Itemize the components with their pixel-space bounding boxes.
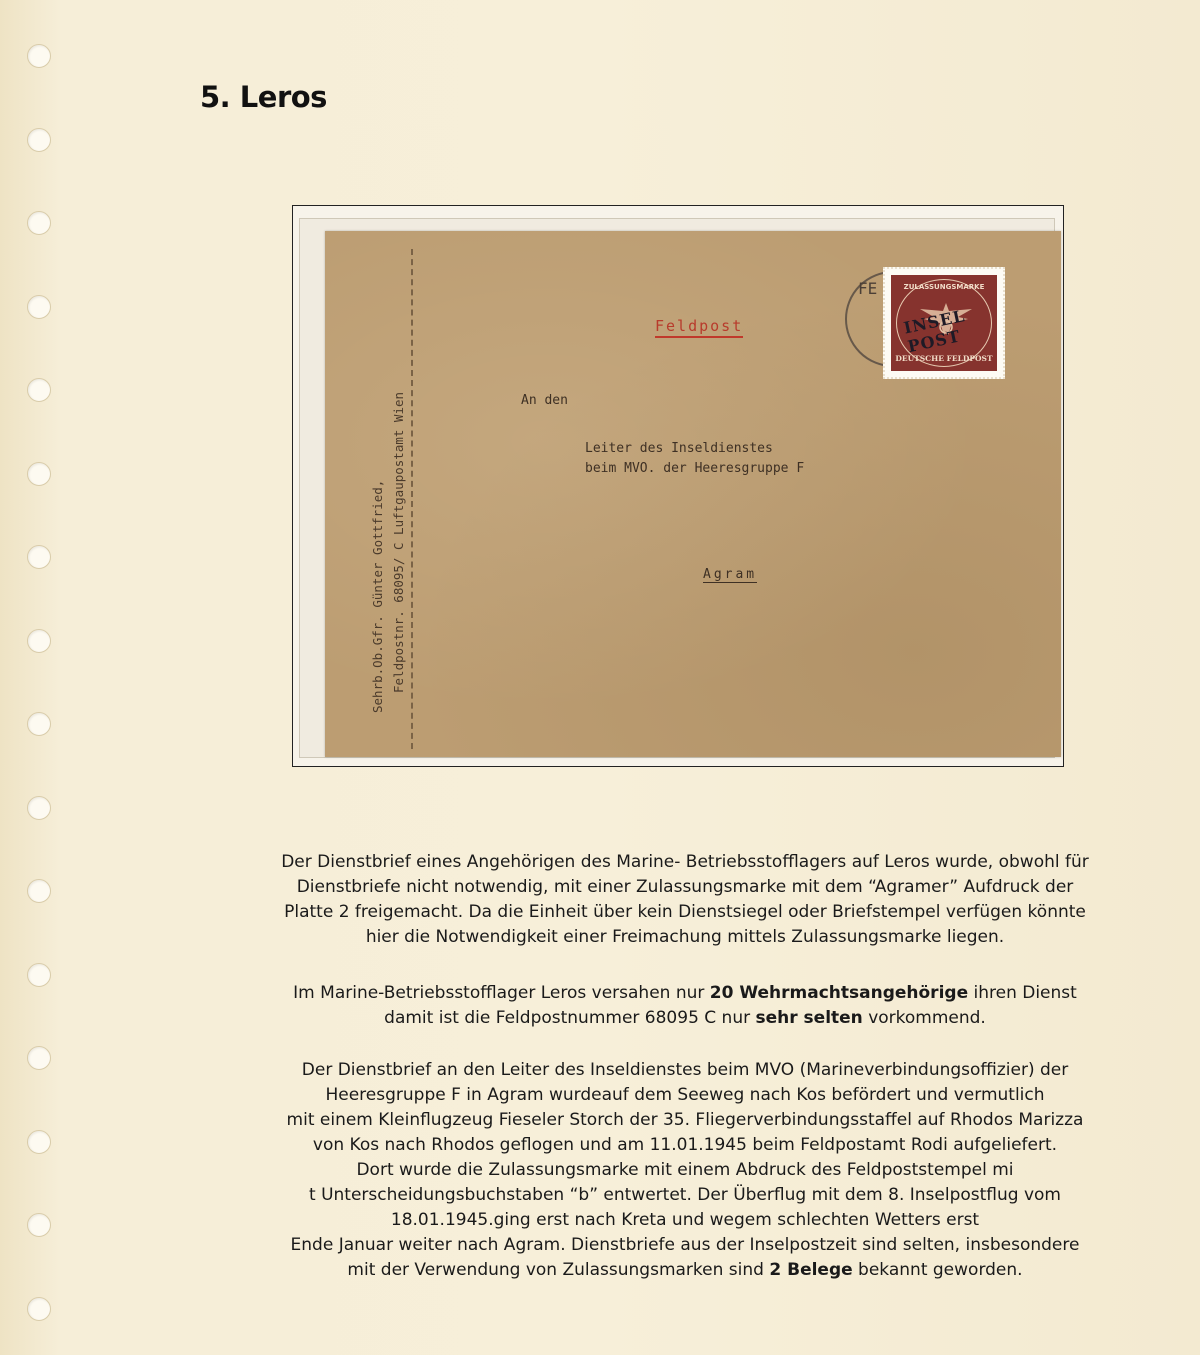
text-line: mit einem Kleinflugzeug Fieseler Storch der 35. Fliegerverbindungsstaffel auf Rhodos Marizza [286, 1110, 1084, 1130]
text-line [205, 981, 1165, 1006]
text-line: Der Dienstbrief eines Angehörigen des Marine- Betriebsstofflagers auf Leros wurde, obwohl für [281, 852, 1089, 872]
binder-hole [27, 378, 51, 402]
description-block [205, 1058, 1165, 1283]
address-prefix: An den [521, 393, 568, 408]
stamp-bottom-text: DEUTSCHE FELDPOST [895, 354, 993, 363]
envelope [325, 231, 1061, 757]
emphasis-text: sehr selten [755, 1008, 863, 1028]
postmark-text: FE [858, 279, 878, 298]
binder-hole [27, 629, 51, 653]
description-block [205, 850, 1165, 950]
text-line [205, 1258, 1165, 1283]
text-span: ihren Dienst [968, 983, 1077, 1003]
text-line: hier die Notwendigkeit einer Freimachung mittels Zulassungsmarke liegen. [365, 927, 1005, 947]
text-line: Ende Januar weiter nach Agram. Dienstbriefe aus der Inselpostzeit sind selten, insbesondere [290, 1235, 1080, 1255]
stamp-overprint: INSEL POST [902, 306, 967, 357]
text-span: bekannt geworden. [852, 1260, 1023, 1280]
description-block [205, 981, 1165, 1031]
text-span: Im Marine-Betriebsstofflager Leros versahen nur [293, 983, 710, 1003]
sender-address [367, 253, 409, 713]
sender-line: Sehrb.Ob.Gfr. Günter Gottfried, [370, 479, 385, 713]
text-line: t Unterscheidungsbuchstaben “b” entwertet. Der Überflug mit dem 8. Inselpostflug vom [309, 1185, 1061, 1205]
feldpost-label: Feldpost [655, 317, 743, 338]
binder-hole [27, 796, 51, 820]
binder-hole [27, 963, 51, 987]
binder-hole [27, 128, 51, 152]
text-line [205, 1006, 1165, 1031]
text-line: 18.01.1945.ging erst nach Kreta und wegem schlechten Wetters erst [390, 1210, 980, 1230]
text-line: Heeresgruppe F in Agram wurdeauf dem Seeweg nach Kos befördert und vermutlich [325, 1085, 1045, 1105]
stamp-face [891, 275, 997, 371]
binder-hole [27, 1046, 51, 1070]
binder-hole [27, 879, 51, 903]
text-span: vorkommend. [862, 1008, 986, 1028]
stamp-top-text: ZULASSUNGSMARKE [903, 283, 985, 291]
text-span: damit ist die Feldpostnummer 68095 C nur [384, 1008, 756, 1028]
binder-hole [27, 211, 51, 235]
postage-stamp [883, 267, 1005, 379]
binder-hole [27, 44, 51, 68]
cover-frame [292, 205, 1064, 767]
binder-hole [27, 295, 51, 319]
binder-hole [27, 545, 51, 569]
text-line: Dienstbriefe nicht notwendig, mit einer Zulassungsmarke mit dem “Agramer” Aufdruck der [296, 877, 1074, 897]
binder-hole [27, 1213, 51, 1237]
binder-hole [27, 1297, 51, 1321]
address-line: Leiter des Inseldienstes [585, 441, 773, 456]
protective-sleeve [299, 218, 1055, 758]
address-line: beim MVO. der Heeresgruppe F [585, 461, 805, 476]
emphasis-text: 20 Wehrmachtsangehörige [709, 983, 969, 1003]
binder-hole [27, 1130, 51, 1154]
sender-line: Feldpostnr. 68095/ C Luftgaupostamt Wien [391, 391, 406, 693]
page-title: 5. Leros [200, 80, 327, 114]
text-line: Dort wurde die Zulassungsmarke mit einem Abdruck des Feldpoststempel mi [356, 1160, 1014, 1180]
address-city: Agram [703, 567, 758, 582]
perforation-line [411, 249, 413, 749]
emphasis-text: 2 Belege [769, 1260, 853, 1280]
text-line: Der Dienstbrief an den Leiter des Inseldienstes beim MVO (Marineverbindungsoffizier) der [301, 1060, 1069, 1080]
text-span: mit der Verwendung von Zulassungsmarken sind [347, 1260, 770, 1280]
text-line: Platte 2 freigemacht. Da die Einheit über kein Dienstsiegel oder Briefstempel verfügen könnte [284, 902, 1086, 922]
binder-hole [27, 712, 51, 736]
binder-hole [27, 462, 51, 486]
text-line: von Kos nach Rhodos geflogen und am 11.01.1945 beim Feldpostamt Rodi aufgeliefert. [312, 1135, 1058, 1155]
